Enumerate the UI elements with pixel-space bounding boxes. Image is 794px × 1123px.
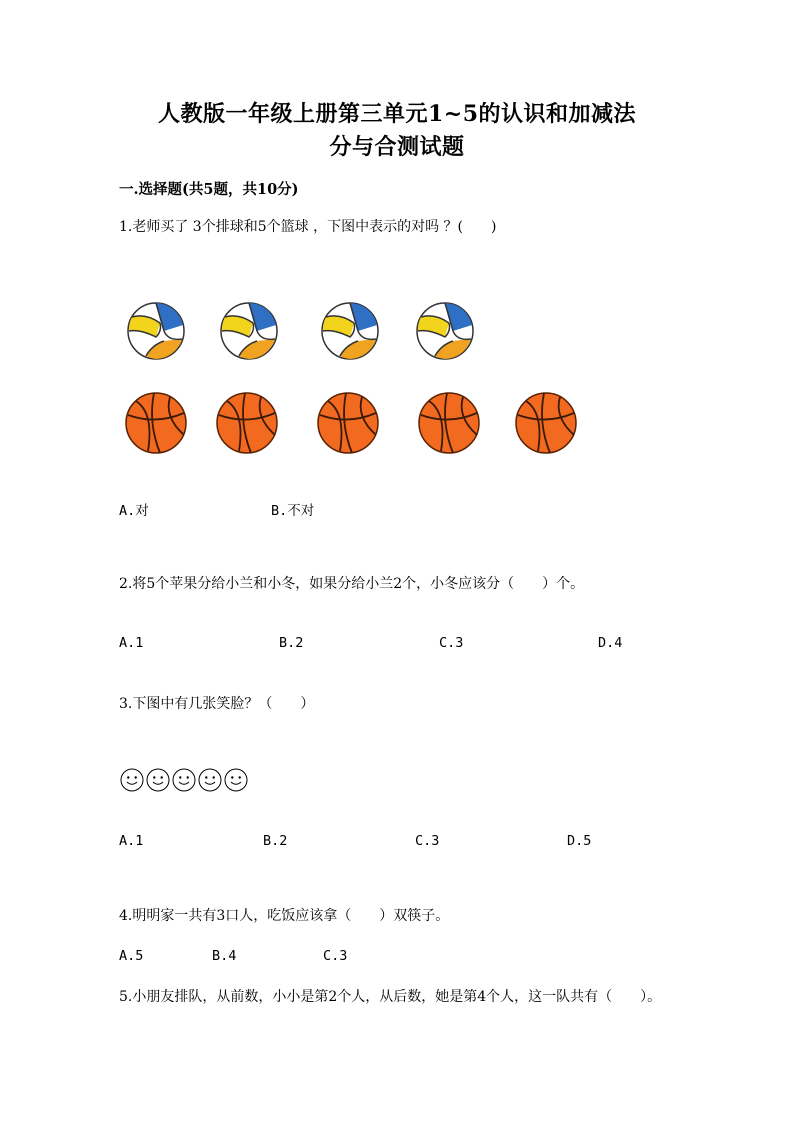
basketball-icon [124, 391, 188, 455]
question-1-option-b[interactable]: B.不对 [271, 503, 315, 519]
page-title-line-1: 人教版一年级上册第三单元1~5的认识和加减法 [157, 101, 637, 127]
basketball-icon [514, 391, 578, 455]
question-1: 1.老师买了 3个排球和5个篮球 ，下图中表示的对吗 ？( ) [119, 219, 497, 235]
question-1-option-a[interactable]: A.对 [119, 503, 149, 519]
smiley-face-icon [224, 768, 248, 792]
volleyball-icon [320, 301, 380, 361]
question-2-option-d[interactable]: D.4 [598, 635, 623, 651]
question-4-option-a[interactable]: A.5 [119, 948, 144, 964]
basketball-icon [316, 391, 380, 455]
question-4-option-b[interactable]: B.4 [212, 948, 237, 964]
smiley-face-icon [172, 768, 196, 792]
volleyball-icon [219, 301, 279, 361]
question-3-option-a[interactable]: A.1 [119, 833, 144, 849]
basketball-icon [417, 391, 481, 455]
question-4: 4.明明家一共有3口人，吃饭应该拿（ ）双筷子。 [119, 908, 450, 924]
volleyball-icon [126, 301, 186, 361]
question-3-option-d[interactable]: D.5 [567, 833, 592, 849]
question-2-option-a[interactable]: A.1 [119, 635, 144, 651]
question-2-option-b[interactable]: B.2 [279, 635, 304, 651]
smiley-face-icon [146, 768, 170, 792]
section-heading: 一.选择题(共5题，共10分) [119, 181, 299, 198]
question-4-option-c[interactable]: C.3 [323, 948, 348, 964]
question-3-option-b[interactable]: B.2 [263, 833, 288, 849]
basketball-icon [215, 391, 279, 455]
question-3-option-c[interactable]: C.3 [415, 833, 440, 849]
smiley-face-icon [120, 768, 144, 792]
volleyball-icon [415, 301, 475, 361]
question-2: 2.将5个苹果分给小兰和小冬，如果分给小兰2个，小冬应该分（ ）个。 [119, 576, 585, 592]
smiley-face-icon [198, 768, 222, 792]
question-2-option-c[interactable]: C.3 [439, 635, 464, 651]
question-3: 3.下图中有几张笑脸？（ ） [119, 696, 315, 712]
question-5: 5.小朋友排队，从前数，小小是第2个人，从后数，她是第4个人，这一队共有（ ）。 [119, 989, 662, 1005]
page-title-line-2: 分与合测试题 [329, 134, 465, 160]
